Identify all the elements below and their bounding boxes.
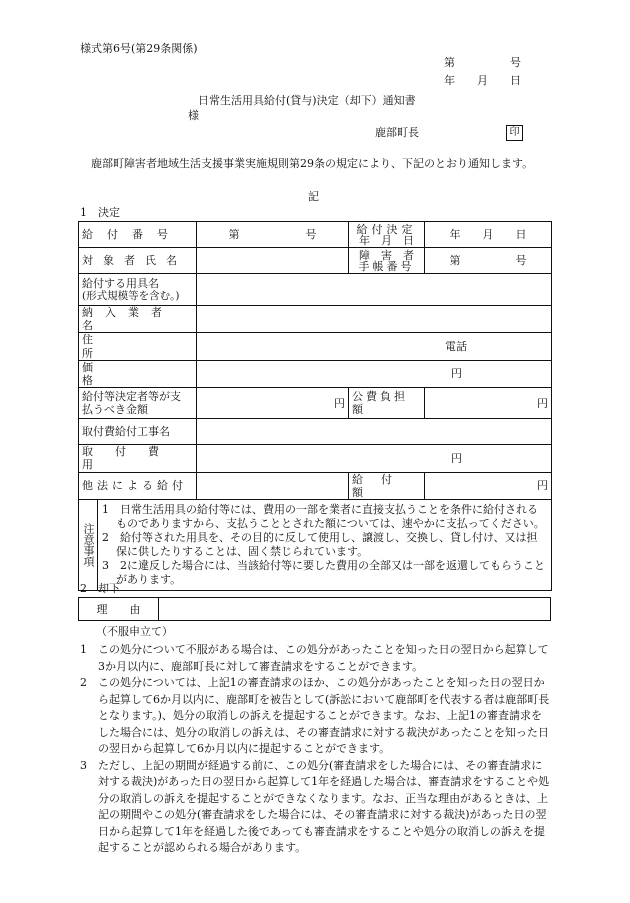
table-row [79,445,552,472]
reason-value [159,598,551,621]
kyufu-amount-label: 給付額 [349,472,425,499]
kyufu-number-value: 第 号 [197,222,349,248]
techo-label-line2: 手帳番号 [358,259,415,273]
other-value [197,472,349,499]
address-label-text: 住所 [82,333,169,360]
payable-label-line1: 給付等決定者等が支 [82,390,181,404]
objection-title: （不服申立て） [96,625,173,638]
address-value: 電話 [197,333,552,360]
item-label [79,274,197,306]
table-row [79,360,552,387]
kyufu-amount-value: 円 [425,472,552,499]
notes-cell [79,499,552,590]
reason-label: 理 由 [79,598,159,621]
vendor-label: 納入業者名 [79,306,197,333]
techo-label [349,248,425,274]
document-number: 第 号 [444,56,521,69]
install-cost-value: 円 [197,445,552,472]
table-row [79,472,552,499]
notes-list [98,500,551,590]
objection-list [80,642,550,857]
objection-item: 1 この処分について不服がある場合は、この処分があったことを知った日の翌日から起算して3か月以内に、鹿部町長に対して審査請求をすることができます。 [80,643,549,673]
objection-item: 3 ただし、上記の期間が経過する前に、この処分(審査請求をした場合には、その審査請求に対する裁決)があった日の翌日から起算して1年を経過した場合は、審査請求をすることや処分の取消しの訴えを提起することができなくなります。なお、正当な理由があるときは、上記の期間やこの処分(審査請求をした場合には、その審査請求に対する裁決)があった日の翌日から起算して1年を経過した後であっても審査請求をすることや処分の取消しの訴えを提起することが認められる場合があります。 [80,758,550,854]
public-value: 円 [425,388,552,419]
recipient-value [197,248,349,274]
document-date: 年 月 日 [444,74,521,87]
addressee: 様 [188,109,199,122]
table-row [79,598,551,621]
kyufu-number-label: 給付番号 [79,222,197,248]
ki-heading: 記 [308,190,319,203]
payable-label-line2: 払うべき金額 [82,403,148,417]
seal-mark: 印 [506,125,523,141]
install-value [197,419,552,445]
table-row [79,274,552,306]
issuer: 鹿部町長 [375,126,419,139]
note-item: 3 2に違反した場合には、当該給付等に要した費用の全部又は一部を返還してもらうことがあります。 [102,558,545,586]
decision-table [78,221,552,591]
address-label [79,333,197,360]
decision-date-label [349,222,425,248]
price-value: 円 [197,360,552,387]
recipient-label: 対象者氏名 [79,248,197,274]
note-item: 2 給付等された用具を、その目的に反して使用し、譲渡し、交換し、貸し付け、又は担保に供したりすることは、固く禁じられています。 [102,530,538,558]
reject-table [78,597,551,621]
notes-row [79,499,552,590]
price-label: 価格 [79,360,197,387]
intro-paragraph: 鹿部町障害者地域生活支援事業実施規則第29条の規定により、下記のとおり通知します。 [91,157,534,170]
payable-label [79,388,197,419]
note-item: 1 日常生活用具の給付等には、費用の一部を業者に直接支払うことを条件に給付されるものでありますから、支払うこととされた額については、速やかに支払ってください。 [102,502,545,530]
table-row [79,419,552,445]
payable-value: 円 [197,388,349,419]
table-row [79,333,552,360]
other-label: 他法による給付 [79,472,197,499]
decision-date-label-line2: 年 月 日 [359,233,414,247]
section1-title: 1 決定 [80,206,120,219]
notes-label-text: 注意事項 [82,522,95,567]
public-label: 公費負担額 [349,388,425,419]
section2-title: 2 却下 [80,582,120,595]
table-row [79,306,552,333]
item-value [197,274,552,306]
decision-date-value: 年 月 日 [425,222,552,248]
vendor-value [197,306,552,333]
page-title: 日常生活用具給付(貸与)決定（却下）通知書 [198,94,416,107]
objection-item: 2 この処分については、上記1の審査請求のほか、この処分があったことを知った日の翌日から起算して6か月以内に、鹿部町を被告として(訴訟において鹿部町を代表する者は鹿部町長となります。)、処分の取消しの訴えを提起することができます。なお、上記1の審査請求をした場合には、処分の取消しの訴えは、その審査請求に対する裁決があったことを知った日の翌日から起算して6か月以内に提起することができます。 [80,676,550,755]
table-row [79,248,552,274]
techo-value: 第 号 [425,248,552,274]
table-row [79,222,552,248]
techo-label-line1: 障 害 者 [359,248,414,262]
install-label: 取付費給付工事名 [79,419,197,445]
notes-label [79,500,98,590]
install-cost-label: 取付費用 [79,445,197,472]
form-number: 様式第6号(第29条関係) [80,42,198,55]
item-label-line2: (形式規模等を含む。) [82,289,180,302]
decision-date-label-line1: 給付決定 [356,222,417,236]
item-label-line1: 給付する用具名 [82,276,159,290]
table-row [79,388,552,419]
